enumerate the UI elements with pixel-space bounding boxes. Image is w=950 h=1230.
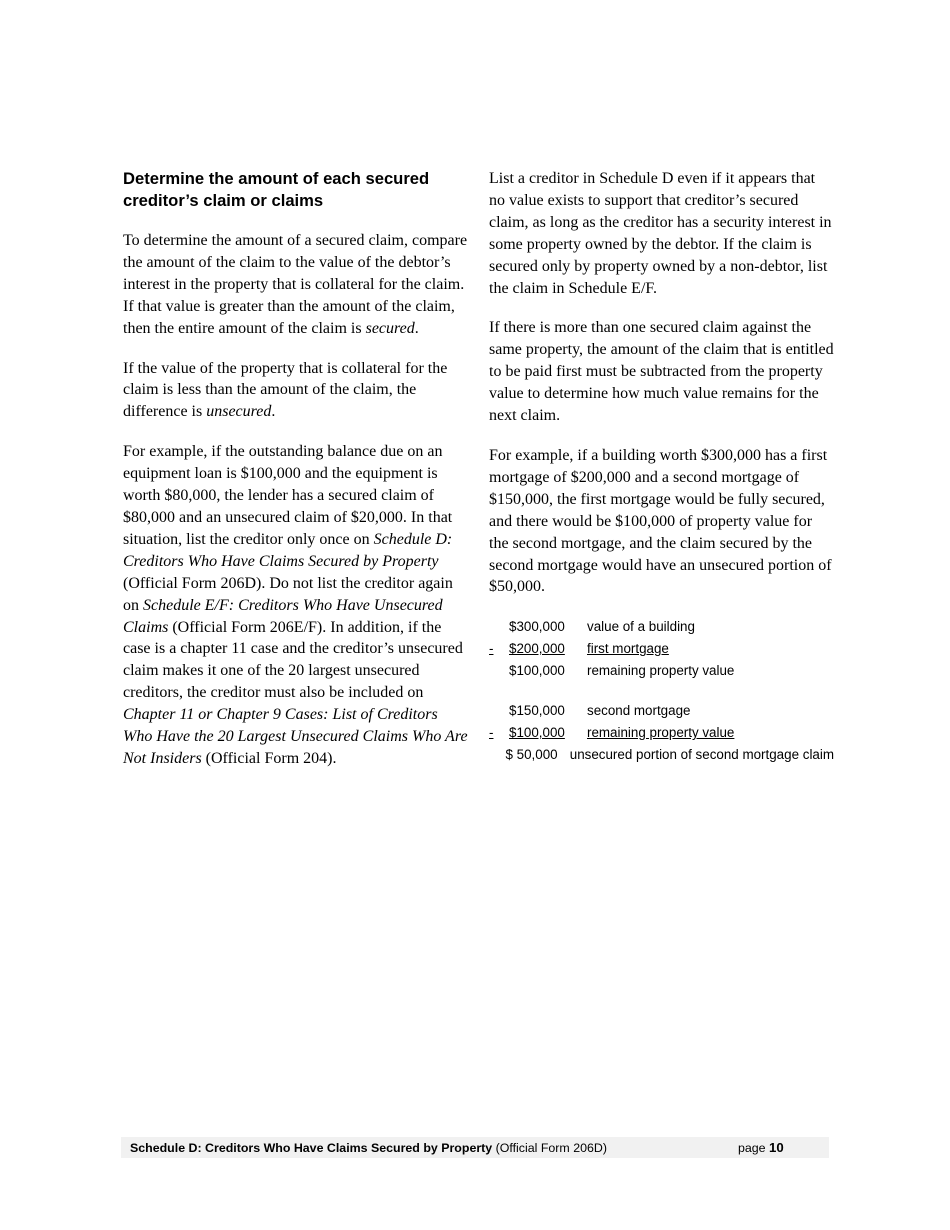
form-title-schedule-ef: Schedule E/F: Creditors Who Have Unsecured Claims	[123, 596, 443, 636]
paragraph-building-example: For example, if a building worth $300,000 has a first mortgage of $200,000 and a second mortgage of $150,000, the first mortgage would be fully secured, and there would be $100,000 of property value for the second mortgage, and the claim secured by the second mortgage would have an unsecured portion of $50,000.	[489, 446, 832, 596]
minus-sign: -	[489, 641, 494, 657]
calc-label: unsecured portion of second mortgage claim	[569, 746, 834, 762]
footer-page-number: page 10	[738, 1140, 784, 1155]
paragraph-list-in-schedule-d: List a creditor in Schedule D even if it appears that no value exists to support that creditor’s secured claim, as long as the creditor has a security interest in some property owned by the debtor. If the claim is secured only by property owned by a non-debtor, list the claim in Schedule E/F.	[489, 170, 832, 297]
mortgage-calculation	[489, 616, 834, 765]
calc-label: remaining property value	[587, 662, 735, 678]
calc-amount: $100,000	[509, 725, 565, 741]
calc-row	[489, 700, 834, 722]
form-title-schedule-d: Schedule D: Creditors Who Have Claims Secured by Property	[123, 530, 453, 570]
footer-form-title: Schedule D: Creditors Who Have Claims Secured by Property (Official Form 206D)	[130, 1141, 607, 1155]
paragraph-unsecured-definition: If the value of the property that is collateral for the claim is less than the amount of the claim, the difference is unsecured.	[123, 359, 448, 421]
right-column	[489, 168, 834, 766]
calc-row-result	[489, 660, 834, 682]
term-secured: secured	[365, 319, 415, 337]
calc-amount: $150,000	[509, 703, 565, 719]
calc-amount: $300,000	[509, 619, 565, 635]
calc-label: remaining property value	[587, 725, 735, 741]
calc-label: second mortgage	[587, 703, 691, 719]
form-title-form-204: Chapter 11 or Chapter 9 Cases: List of Creditors Who Have the 20 Largest Unsecured Claims Who Are Not Insiders	[123, 706, 468, 767]
paragraph-secured-definition: To determine the amount of a secured claim, compare the amount of the claim to the value of the debtor’s interest in the property that is collateral for the claim. If that value is greater than the amount of the claim, then the entire amount of the claim is secured.	[123, 232, 468, 337]
left-column	[123, 168, 468, 788]
calc-label: first mortgage	[587, 641, 669, 657]
term-unsecured: unsecured	[206, 403, 272, 421]
calc-row-result	[489, 744, 834, 766]
calc-label: value of a building	[587, 619, 695, 635]
calc-row	[489, 616, 834, 638]
calc-amount: $200,000	[509, 641, 565, 657]
calc-row	[489, 722, 834, 744]
minus-sign: -	[489, 725, 494, 741]
section-heading: Determine the amount of each secured creditor’s claim or claims	[123, 169, 430, 210]
calc-amount: $ 50,000	[505, 746, 558, 762]
calc-spacer	[489, 682, 834, 701]
calc-row	[489, 638, 834, 660]
page-footer	[121, 1137, 829, 1158]
paragraph-multiple-claims: If there is more than one secured claim against the same property, the amount of the claim that is entitled to be paid first must be subtracted from the property value to determine how much value remains for the next claim.	[489, 319, 834, 425]
paragraph-equipment-example: For example, if the outstanding balance due on an equipment loan is $100,000 and the equipment is worth $80,000, the lender has a secured claim of $80,000 and an unsecured claim of $20,000. In that situation, list the creditor only once on Schedule D: Creditors Who Have Claims Secured by Property (Official Form 206D). Do not list the creditor again on Schedule E/F: Creditors Who Have Unsecured Claims (Official Form 206E/F). In addition, if the case is a chapter 11 case and the creditor’s unsecured claim makes it one of the 20 largest unsecured creditors, the creditor must also be included on Chapter 11 or Chapter 9 Cases: List of Creditors Who Have the 20 Largest Unsecured Claims Who Are Not Insiders (Official Form 204).	[123, 443, 468, 767]
calc-amount: $100,000	[509, 662, 565, 678]
